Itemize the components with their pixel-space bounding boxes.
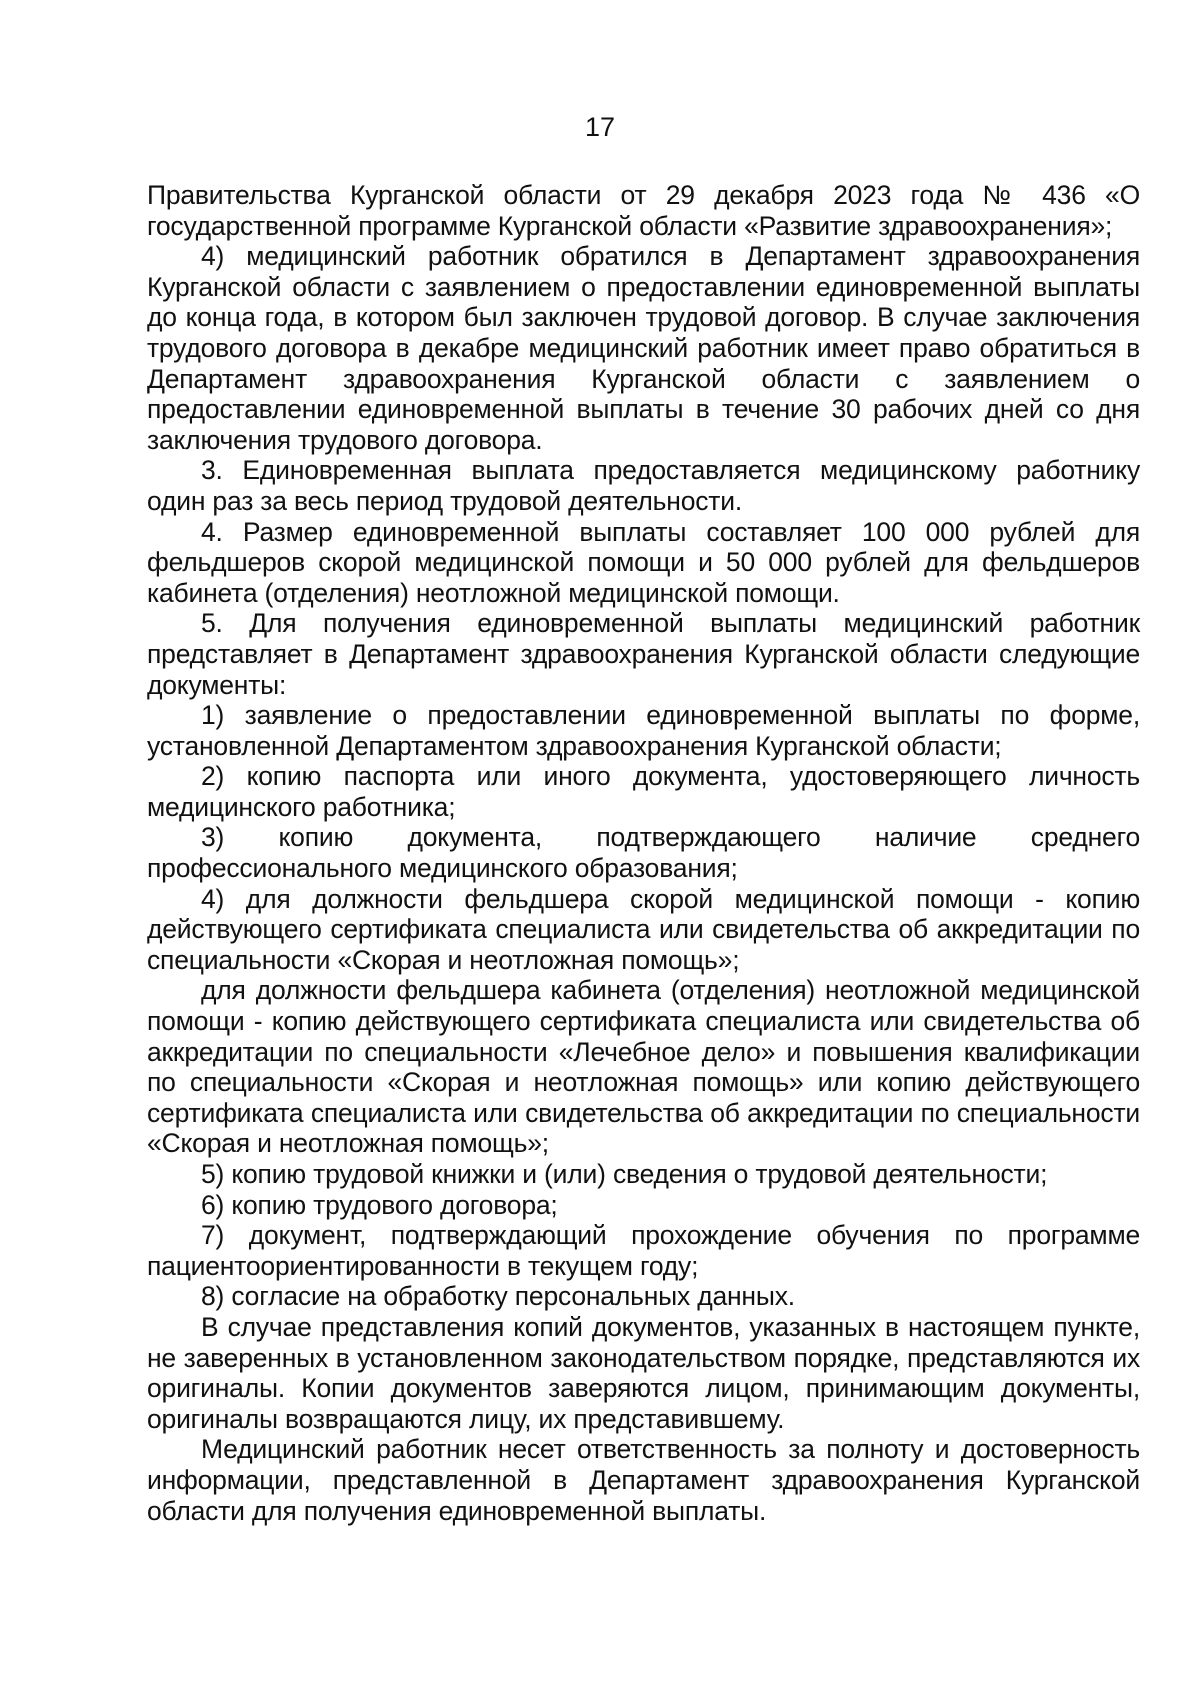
page-number: 17 [584,112,616,142]
list-item-4: 4) для должности фельдшера скорой медицинской помощи - копию действующего сертификата специалиста или свидетельства об аккредитации по специальности «Скорая и неотложная помощь»; [147,883,1140,975]
list-item-4-continued: для должности фельдшера кабинета (отделения) неотложной медицинской помощи - копию действующего сертификата специалиста или свидетельства об аккредитации по специальности «Лечебное дело» и повышения квалификации по специальности «Скорая и неотложная помощь» или копию действующего сертификата специалиста или свидетельства об аккредитации по специальности «Скорая и неотложная помощь»; [147,975,1140,1159]
list-item-5: 5) копию трудовой книжки и (или) сведения о трудовой деятельности; [201,1159,1048,1189]
list-item-1: 1) заявление о предоставлении единовременной выплаты по форме, установленной Департаментом здравоохранения Курганской области; [147,700,1140,761]
list-item-6: 6) копию трудового договора; [201,1189,558,1220]
paragraph-point-4: 4. Размер единовременной выплаты составляет 100 000 рублей для фельдшеров скорой медицинской помощи и 50 000 рублей для фельдшеров кабинета (отделения) неотложной медицинской помощи. [147,516,1140,608]
paragraph-item-4-application: 4) медицинский работник обратился в Департамент здравоохранения Курганской области с заявлением о предоставлении единовременной выплаты до конца года, в котором был заключен трудовой договор. В случае заключения трудового договора в декабре медицинский работник имеет право обратиться в Департамент здравоохранения Курганской области с заявлением о предоставлении единовременной выплаты в течение 30 рабочих дней со дня заключения трудового договора. [147,241,1140,455]
paragraph-responsibility: Медицинский работник несет ответственность за полноту и достоверность информации, представленной в Департамент здравоохранения Курганской области для получения единовременной выплаты. [147,1434,1140,1526]
paragraph-copies: В случае представления копий документов, указанных в настоящем пункте, не заверенных в установленном законодательством порядке, представляются их оригиналы. Копии документов заверяются лицом, принимающим документы, оригиналы возвращаются лицу, их представившему. [147,1311,1140,1434]
list-item-2: 2) копию паспорта или иного документа, удостоверяющего личность медицинского работника; [147,761,1140,822]
list-item-8: 8) согласие на обработку персональных данных. [201,1281,795,1312]
document-body [147,180,1140,1526]
paragraph-continuation: Правительства Курганской области от 29 декабря 2023 года № 436 «О государственной программе Курганской области «Развитие здравоохранения»; [147,180,1140,241]
paragraph-point-5: 5. Для получения единовременной выплаты медицинский работник представляет в Департамент здравоохранения Курганской области следующие документы: [147,608,1140,700]
paragraph-point-3: 3. Единовременная выплата предоставляется медицинскому работнику один раз за весь период трудовой деятельности. [147,455,1140,516]
list-item-7: 7) документ, подтверждающий прохождение обучения по программе пациентоориентированности в текущем году; [147,1220,1140,1281]
list-item-3: 3) копию документа, подтверждающего наличие среднего профессионального медицинского образования; [147,822,1140,884]
